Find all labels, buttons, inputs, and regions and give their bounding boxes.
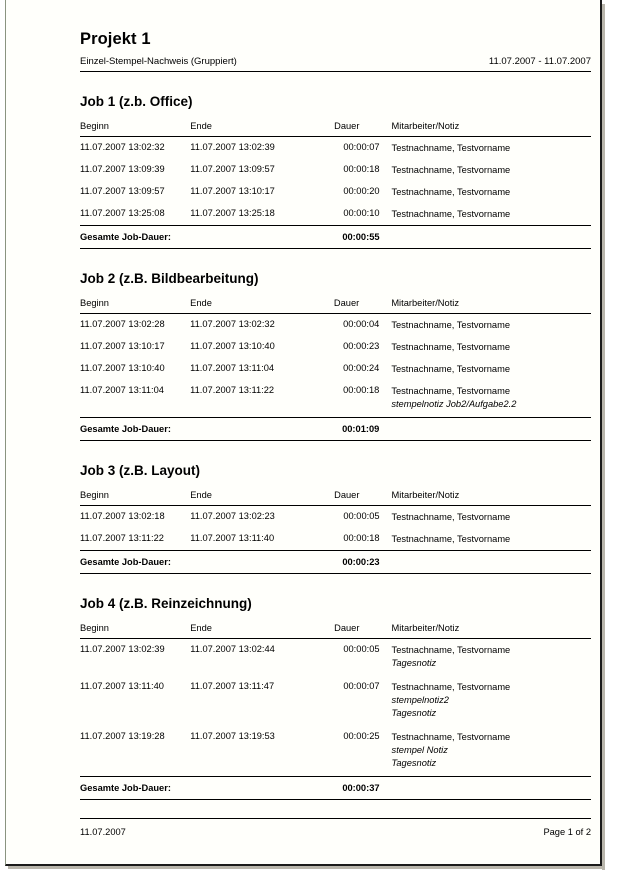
total-label: Gesamte Job-Dauer: bbox=[80, 232, 171, 242]
job-section bbox=[80, 595, 591, 800]
cell-dauer: 00:00:10 bbox=[343, 208, 380, 218]
employee-name: Testnachname, Testvorname bbox=[391, 534, 511, 544]
column-header-dauer: Dauer bbox=[333, 298, 360, 308]
total-value: 00:00:55 bbox=[342, 232, 380, 242]
cell-mitarbeiter-notiz bbox=[380, 639, 591, 677]
cell-ende: 11.07.2007 13:11:04 bbox=[190, 363, 275, 373]
report-subheader bbox=[80, 56, 591, 67]
job-table bbox=[80, 121, 591, 249]
table-total-section bbox=[80, 551, 591, 574]
cell-mitarbeiter-notiz bbox=[380, 506, 591, 529]
cell-ende: 11.07.2007 13:09:57 bbox=[190, 164, 275, 174]
table-row bbox=[80, 358, 591, 380]
job-section bbox=[80, 93, 591, 249]
cell-mitarbeiter-notiz bbox=[380, 137, 591, 160]
cell-dauer: 00:00:05 bbox=[343, 644, 380, 654]
stamp-note: stempelnotiz2 bbox=[391, 695, 449, 705]
stamp-note: Tagesnotiz bbox=[391, 758, 437, 768]
job-title: Job 3 (z.B. Layout) bbox=[80, 463, 201, 478]
column-header-ende: Ende bbox=[190, 121, 212, 131]
cell-ende: 11.07.2007 13:02:44 bbox=[190, 644, 275, 654]
cell-beginn: 11.07.2007 13:11:22 bbox=[80, 533, 164, 543]
employee-name: Testnachname, Testvorname bbox=[391, 645, 511, 655]
table-header bbox=[80, 490, 591, 506]
table-row bbox=[80, 203, 591, 226]
job-title: Job 2 (z.B. Bildbearbeitung) bbox=[80, 271, 259, 286]
cell-mitarbeiter-notiz bbox=[379, 314, 591, 337]
column-header-dauer: Dauer bbox=[334, 623, 360, 633]
table-row bbox=[80, 676, 591, 726]
cell-ende: 11.07.2007 13:19:53 bbox=[190, 731, 275, 741]
cell-beginn: 11.07.2007 13:09:39 bbox=[80, 164, 165, 174]
total-row bbox=[80, 777, 591, 800]
employee-name: Testnachname, Testvorname bbox=[391, 187, 511, 197]
column-header-notiz: Mitarbeiter/Notiz bbox=[391, 298, 459, 308]
column-header-notiz: Mitarbeiter/Notiz bbox=[391, 623, 460, 633]
stamp-note: stempel Notiz bbox=[391, 745, 448, 755]
total-row bbox=[80, 418, 591, 441]
cell-ende: 11.07.2007 13:10:17 bbox=[190, 186, 275, 196]
cell-dauer: 00:00:18 bbox=[343, 164, 380, 174]
table-row bbox=[80, 137, 591, 160]
cell-beginn: 11.07.2007 13:10:17 bbox=[80, 341, 165, 351]
cell-beginn: 11.07.2007 13:11:40 bbox=[80, 681, 164, 691]
table-row bbox=[80, 336, 591, 358]
job-title: Job 4 (z.B. Reinzeichnung) bbox=[80, 596, 252, 611]
job-table bbox=[80, 490, 591, 574]
cell-beginn: 11.07.2007 13:02:32 bbox=[80, 142, 165, 152]
job-table bbox=[80, 623, 591, 800]
cell-beginn: 11.07.2007 13:11:04 bbox=[80, 385, 164, 395]
table-header-row bbox=[80, 623, 591, 639]
paper-sheet bbox=[5, 0, 602, 866]
total-spacer bbox=[380, 226, 591, 249]
table-body bbox=[80, 639, 591, 777]
employee-name: Testnachname, Testvorname bbox=[391, 386, 510, 396]
footer-date: 11.07.2007 bbox=[80, 827, 126, 837]
cell-beginn: 11.07.2007 13:25:08 bbox=[80, 208, 165, 218]
cell-dauer: 00:00:20 bbox=[343, 186, 380, 196]
header-divider bbox=[80, 71, 591, 72]
cell-dauer: 00:00:18 bbox=[343, 385, 380, 395]
report-subtitle: Einzel-Stempel-Nachweis (Gruppiert) bbox=[80, 56, 237, 67]
cell-ende: 11.07.2007 13:02:23 bbox=[190, 511, 275, 521]
cell-dauer: 00:00:23 bbox=[343, 341, 380, 351]
cell-beginn: 11.07.2007 13:09:57 bbox=[80, 186, 165, 196]
cell-mitarbeiter-notiz bbox=[380, 726, 591, 777]
stamp-note: Tagesnotiz bbox=[391, 658, 437, 668]
table-row bbox=[80, 314, 591, 337]
cell-dauer: 00:00:07 bbox=[343, 681, 380, 691]
cell-mitarbeiter-notiz bbox=[380, 528, 591, 551]
table-header bbox=[80, 623, 591, 639]
cell-dauer: 00:00:07 bbox=[343, 142, 380, 152]
column-header-beginn: Beginn bbox=[80, 623, 109, 633]
total-spacer bbox=[379, 418, 591, 441]
cell-beginn: 11.07.2007 13:02:39 bbox=[80, 644, 165, 654]
job-sections-container bbox=[80, 93, 591, 800]
cell-beginn: 11.07.2007 13:02:28 bbox=[80, 319, 165, 329]
footer-divider bbox=[80, 818, 591, 819]
total-value: 00:00:23 bbox=[342, 557, 380, 567]
column-header-dauer: Dauer bbox=[334, 121, 360, 131]
column-header-dauer: Dauer bbox=[334, 490, 360, 500]
report-content bbox=[80, 0, 591, 800]
table-header-row bbox=[80, 121, 591, 137]
cell-mitarbeiter-notiz bbox=[380, 181, 591, 203]
page-title: Projekt 1 bbox=[80, 30, 151, 48]
cell-ende: 11.07.2007 13:11:22 bbox=[190, 385, 275, 395]
table-header bbox=[80, 298, 591, 314]
column-header-notiz: Mitarbeiter/Notiz bbox=[391, 490, 460, 500]
job-section bbox=[80, 270, 591, 441]
cell-ende: 11.07.2007 13:11:40 bbox=[190, 533, 275, 543]
stamp-note: stempelnotiz Job2/Aufgabe2.2 bbox=[391, 399, 517, 409]
table-body bbox=[80, 506, 591, 551]
cell-ende: 11.07.2007 13:25:18 bbox=[190, 208, 275, 218]
cell-dauer: 00:00:05 bbox=[343, 511, 380, 521]
employee-name: Testnachname, Testvorname bbox=[391, 682, 511, 692]
cell-dauer: 00:00:25 bbox=[343, 731, 380, 741]
cell-mitarbeiter-notiz bbox=[379, 336, 591, 358]
report-footer bbox=[80, 818, 591, 837]
employee-name: Testnachname, Testvorname bbox=[391, 165, 511, 175]
total-row bbox=[80, 226, 591, 249]
table-row bbox=[80, 726, 591, 777]
cell-dauer: 00:00:18 bbox=[343, 533, 380, 543]
job-table bbox=[80, 298, 591, 441]
job-section bbox=[80, 462, 591, 574]
table-total-section bbox=[80, 226, 591, 249]
table-row bbox=[80, 181, 591, 203]
total-spacer bbox=[380, 551, 591, 574]
column-header-ende: Ende bbox=[190, 298, 212, 308]
cell-dauer: 00:00:24 bbox=[343, 363, 380, 373]
total-value: 00:01:09 bbox=[342, 424, 380, 434]
table-row bbox=[80, 528, 591, 551]
employee-name: Testnachname, Testvorname bbox=[391, 320, 510, 330]
cell-mitarbeiter-notiz bbox=[379, 380, 591, 418]
stamp-note: Tagesnotiz bbox=[391, 708, 437, 718]
page-shadow-bottom bbox=[8, 866, 605, 869]
column-header-ende: Ende bbox=[190, 490, 212, 500]
employee-name: Testnachname, Testvorname bbox=[391, 364, 510, 374]
table-row bbox=[80, 639, 591, 677]
cell-ende: 11.07.2007 13:02:39 bbox=[190, 142, 275, 152]
table-total-section bbox=[80, 777, 591, 800]
total-spacer bbox=[380, 777, 591, 800]
employee-name: Testnachname, Testvorname bbox=[391, 143, 511, 153]
employee-name: Testnachname, Testvorname bbox=[391, 209, 511, 219]
total-label: Gesamte Job-Dauer: bbox=[80, 424, 171, 434]
cell-mitarbeiter-notiz bbox=[380, 676, 591, 726]
column-header-beginn: Beginn bbox=[80, 121, 109, 131]
table-header-row bbox=[80, 298, 591, 314]
table-total-section bbox=[80, 418, 591, 441]
total-label: Gesamte Job-Dauer: bbox=[80, 783, 171, 793]
cell-ende: 11.07.2007 13:11:47 bbox=[190, 681, 275, 691]
table-row bbox=[80, 159, 591, 181]
total-value: 00:00:37 bbox=[342, 783, 380, 793]
employee-name: Testnachname, Testvorname bbox=[391, 512, 511, 522]
cell-mitarbeiter-notiz bbox=[380, 203, 591, 226]
cell-mitarbeiter-notiz bbox=[379, 358, 591, 380]
employee-name: Testnachname, Testvorname bbox=[391, 732, 511, 742]
table-header bbox=[80, 121, 591, 137]
report-date-range: 11.07.2007 - 11.07.2007 bbox=[488, 56, 591, 67]
cell-ende: 11.07.2007 13:02:32 bbox=[190, 319, 275, 329]
table-row bbox=[80, 380, 591, 418]
footer-page-number: Page 1 of 2 bbox=[543, 827, 591, 837]
job-title: Job 1 (z.b. Office) bbox=[80, 94, 193, 109]
total-label: Gesamte Job-Dauer: bbox=[80, 557, 171, 567]
cell-beginn: 11.07.2007 13:19:28 bbox=[80, 731, 165, 741]
page-shadow-right bbox=[602, 4, 605, 870]
column-header-ende: Ende bbox=[190, 623, 212, 633]
total-row bbox=[80, 551, 591, 574]
column-header-beginn: Beginn bbox=[80, 490, 109, 500]
cell-dauer: 00:00:04 bbox=[343, 319, 380, 329]
employee-name: Testnachname, Testvorname bbox=[391, 342, 510, 352]
cell-mitarbeiter-notiz bbox=[380, 159, 591, 181]
cell-ende: 11.07.2007 13:10:40 bbox=[190, 341, 275, 351]
column-header-beginn: Beginn bbox=[80, 298, 109, 308]
table-row bbox=[80, 506, 591, 529]
table-body bbox=[80, 314, 591, 418]
cell-beginn: 11.07.2007 13:10:40 bbox=[80, 363, 165, 373]
table-header-row bbox=[80, 490, 591, 506]
cell-beginn: 11.07.2007 13:02:18 bbox=[80, 511, 165, 521]
column-header-notiz: Mitarbeiter/Notiz bbox=[391, 121, 460, 131]
table-body bbox=[80, 137, 591, 226]
